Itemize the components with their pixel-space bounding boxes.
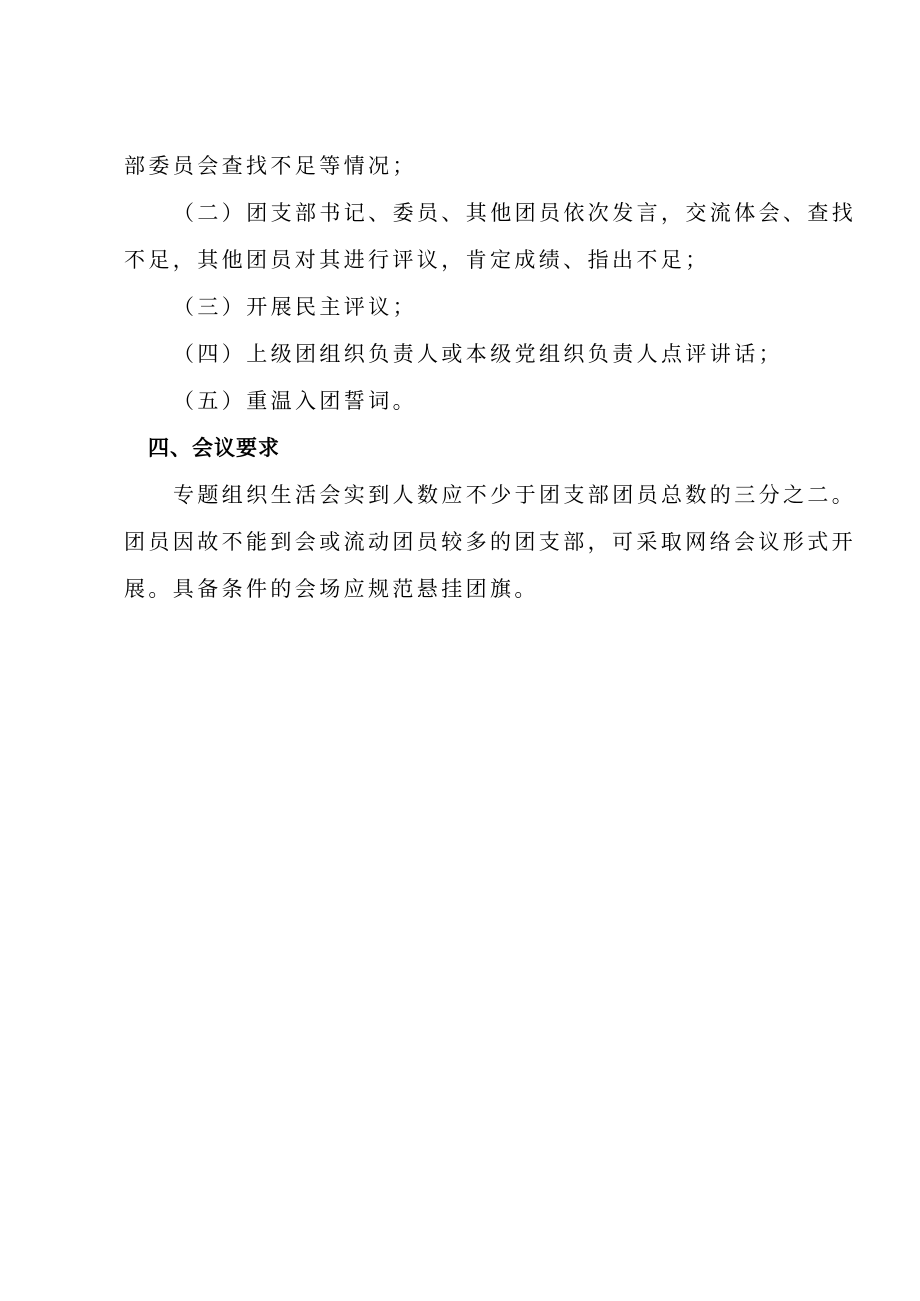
section-paragraph-line-2: 团员因故不能到会或流动团员较多的团支部，可采取网络会议形式开	[124, 530, 856, 554]
list-item-five: （五）重温入团誓词。	[173, 389, 417, 413]
list-item-two-line-1: （二）团支部书记、委员、其他团员依次发言，交流体会、查找	[173, 201, 857, 225]
section-heading: 四、会议要求	[148, 436, 280, 460]
list-item-two-line-2: 不足，其他团员对其进行评议，肯定成绩、指出不足；	[124, 248, 710, 272]
document-body	[124, 143, 857, 613]
paragraph-line: 部委员会查找不足等情况；	[124, 154, 417, 178]
list-item-four: （四）上级团组织负责人或本级党组织负责人点评讲话；	[173, 342, 783, 366]
section-paragraph-line-1: 专题组织生活会实到人数应不少于团支部团员总数的三分之二。	[173, 483, 857, 507]
section-paragraph-line-3: 展。具备条件的会场应规范悬挂团旗。	[124, 577, 539, 601]
list-item-three: （三）开展民主评议；	[173, 295, 417, 319]
